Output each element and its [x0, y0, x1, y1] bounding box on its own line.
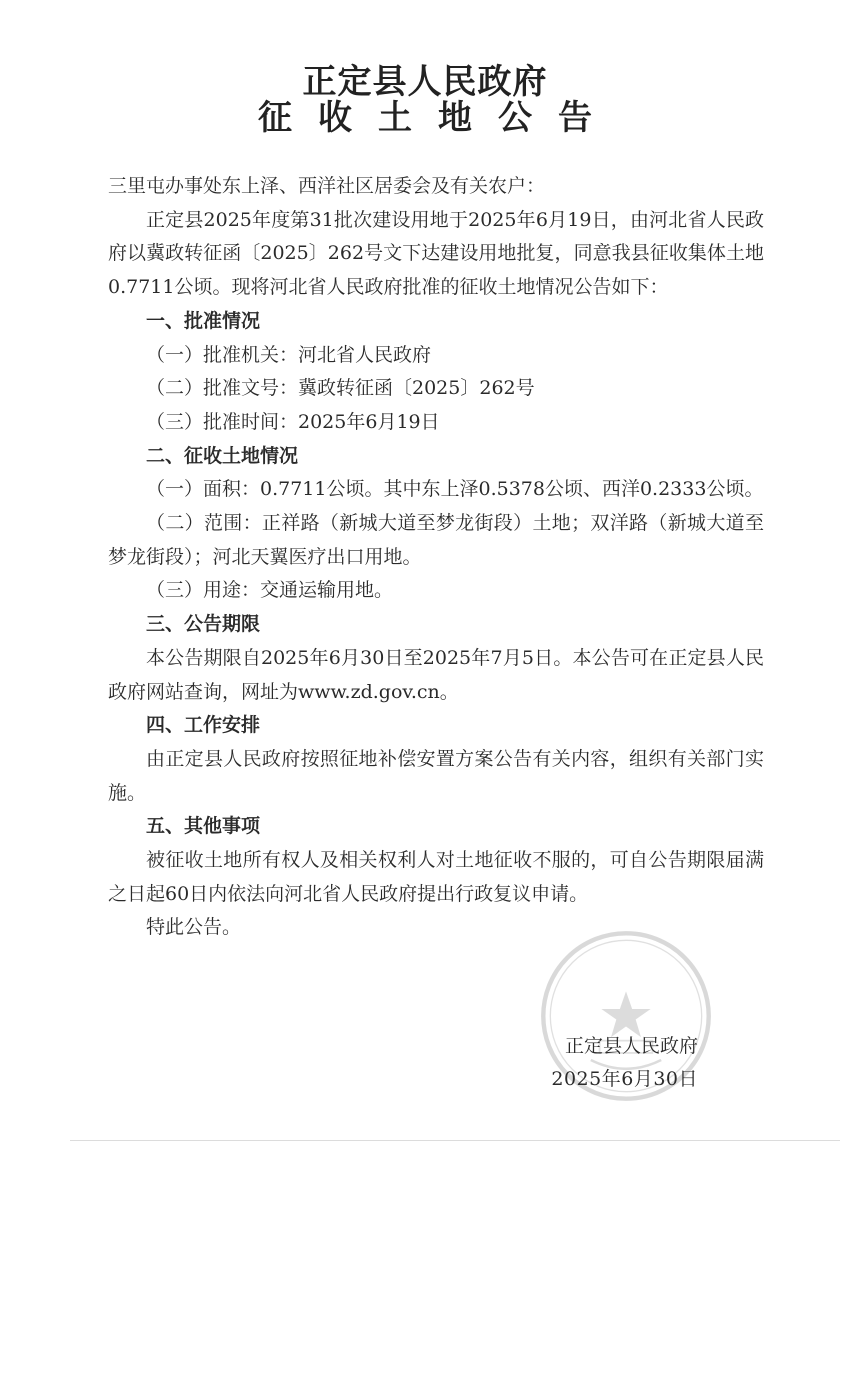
- closing-line: 特此公告。: [146, 916, 242, 939]
- work-paragraph: 由正定县人民政府按照征地补偿安置方案公告有关内容，组织有关部门实施。: [108, 747, 764, 804]
- signature-date: 2025年6月30日: [551, 1068, 698, 1090]
- land-scope: （二）范围：正祥路（新城大道至梦龙街段）土地；双洋路（新城大道至梦龙街段）；河北天翼医疗出口用地。: [108, 512, 764, 568]
- section-heading-other: 五、其他事项: [146, 815, 261, 838]
- approval-authority: （一）批准机关：河北省人民政府: [146, 343, 432, 366]
- approval-document-number: （二）批准文号：冀政转征函〔2025〕262号: [146, 377, 535, 400]
- document-body: [108, 170, 764, 945]
- period-paragraph: 本公告期限自2025年6月30日至2025年7月5日。本公告可在正定县人民政府网站查询，网址为www.zd.gov.cn。: [108, 646, 764, 703]
- bottom-divider: [70, 1140, 840, 1141]
- approval-date: （三）批准时间：2025年6月19日: [146, 410, 440, 433]
- other-paragraph: 被征收土地所有权人及相关权利人对土地征收不服的，可自公告期限届满之日起60日内依法向河北省人民政府提出行政复议申请。: [108, 849, 764, 905]
- document-title-subject: 征收土地公告: [258, 98, 618, 138]
- intro-paragraph: 正定县2025年度第31批次建设用地于2025年6月19日，由河北省人民政府以冀政转征函〔2025〕262号文下达建设用地批复，同意我县征收集体土地0.7711公顷。现将河北省人民政府批准的征收土地情况公告如下：: [108, 208, 764, 299]
- signature-organization: 正定县人民政府: [564, 1035, 698, 1057]
- document-title-issuer: 正定县人民政府: [302, 62, 548, 102]
- addressee: 三里屯办事处东上泽、西洋社区居委会及有关农户：: [108, 175, 546, 197]
- land-area: （一）面积：0.7711公顷。其中东上泽0.5378公顷、西洋0.2333公顷。: [146, 478, 764, 501]
- section-heading-work: 四、工作安排: [146, 714, 261, 737]
- section-heading-approval: 一、批准情况: [146, 309, 261, 332]
- section-heading-land: 二、征收土地情况: [146, 444, 299, 467]
- land-use: （三）用途：交通运输用地。: [146, 579, 394, 602]
- signature-block: [520, 1030, 720, 1096]
- section-heading-period: 三、公告期限: [146, 613, 261, 636]
